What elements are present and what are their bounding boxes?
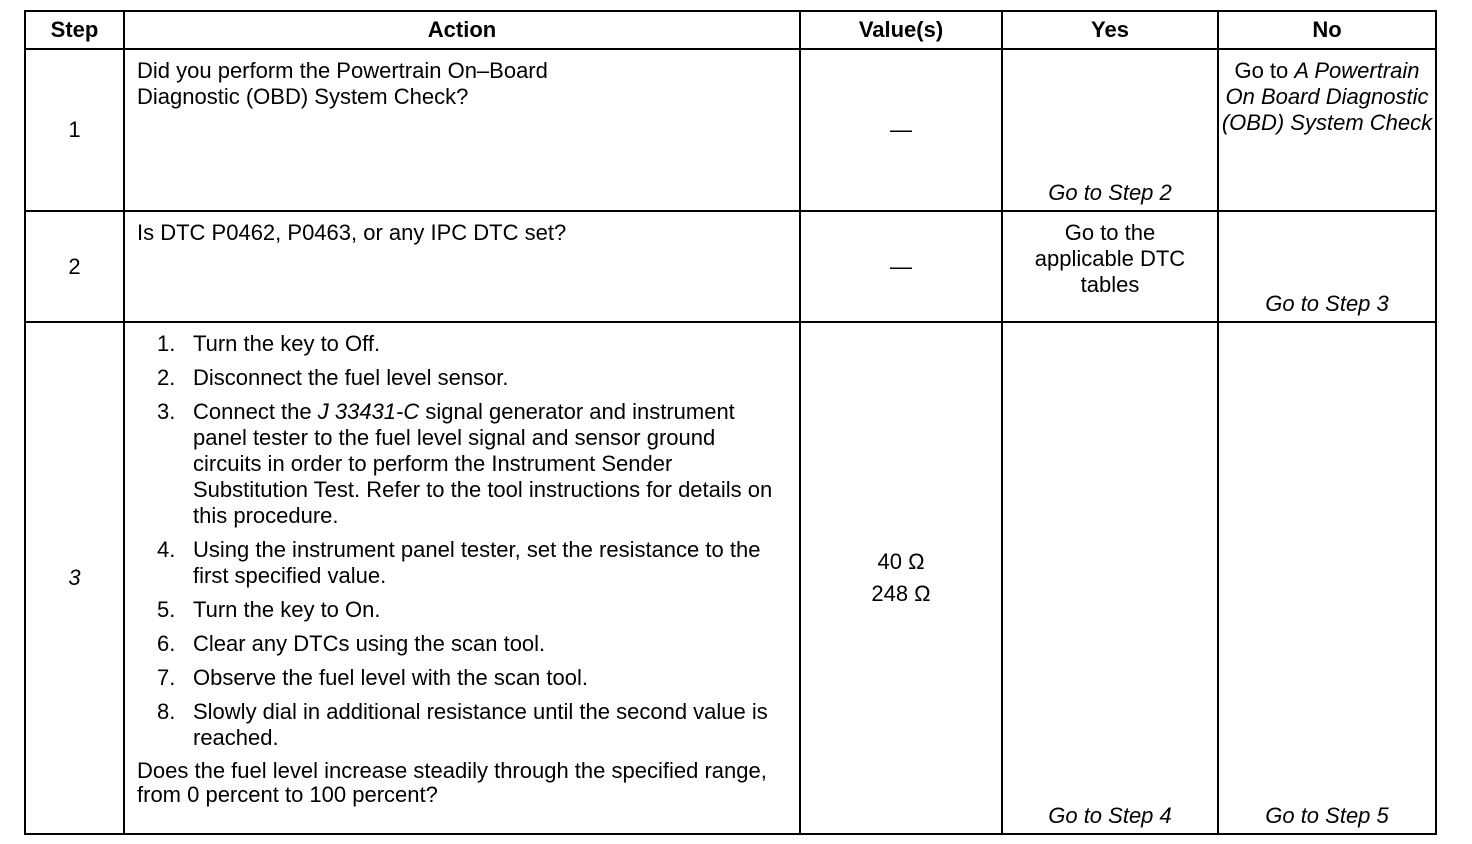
- list-item: 2. Disconnect the fuel level sensor.: [157, 365, 509, 390]
- value-cell: [800, 322, 1002, 834]
- list-item: 6. Clear any DTCs using the scan tool.: [157, 631, 546, 656]
- header-yes: Yes: [1002, 11, 1218, 49]
- action-text: [124, 322, 800, 834]
- list-item: 5. Turn the key to On.: [157, 597, 381, 622]
- tool-name: J 33431-C: [317, 399, 420, 424]
- action-text: Is DTC P0462, P0463, or any IPC DTC set?: [124, 211, 800, 322]
- yes-link[interactable]: Go to Step 4: [1048, 803, 1172, 828]
- value-first: 40 Ω: [877, 549, 925, 574]
- header-row: [25, 11, 1436, 49]
- no-link[interactable]: Go to Step 3: [1265, 291, 1389, 316]
- value-cell: —: [800, 49, 1002, 211]
- step-number: 3: [25, 322, 124, 834]
- action-question: Did you perform the Powertrain On–Board Diagnostic (OBD) System Check?: [137, 58, 548, 109]
- list-item: 4. Using the instrument panel tester, set the resistance to the first specified value.: [157, 537, 761, 588]
- no-cell: [1218, 211, 1436, 322]
- yes-link[interactable]: Go to the applicable DTC tables: [1034, 220, 1186, 297]
- yes-cell: [1002, 322, 1218, 834]
- header-step: Step: [25, 11, 124, 49]
- header-action: Action: [124, 11, 800, 49]
- list-item: 1. Turn the key to Off.: [157, 331, 381, 356]
- action-question: Does the fuel level increase steadily through the specified range, from 0 percent to 100 percent?: [137, 758, 767, 807]
- value-cell: —: [800, 211, 1002, 322]
- value-second: 248 Ω: [871, 581, 931, 606]
- no-cell: [1218, 49, 1436, 211]
- no-prefix: Go to: [1234, 58, 1295, 83]
- step-number: 2: [25, 211, 124, 322]
- table-row: [25, 49, 1436, 211]
- list-item: 8. Slowly dial in additional resistance until the second value is reached.: [157, 699, 768, 750]
- list-item: 7. Observe the fuel level with the scan tool.: [157, 665, 588, 690]
- step-number: 1: [25, 49, 124, 211]
- list-item: 3. Connect the J 33431-C signal generator and instrument panel tester to the fuel level signal and sensor ground circuits in order to perform the Instrument Sender Substitution Test. Refer to the tool instructions for details on this procedure.: [157, 399, 773, 528]
- header-no: No: [1218, 11, 1436, 49]
- diagnostic-table: [24, 10, 1437, 835]
- yes-cell: [1002, 49, 1218, 211]
- no-link[interactable]: Go to Step 5: [1265, 803, 1389, 828]
- yes-link[interactable]: Go to Step 2: [1048, 180, 1172, 205]
- action-text: [124, 49, 800, 211]
- table-row: [25, 211, 1436, 322]
- procedure-list: [137, 331, 789, 751]
- table-row: [25, 322, 1436, 834]
- no-link[interactable]: A Powertrain On Board Diagnostic (OBD) System Check: [1221, 58, 1433, 135]
- no-cell: [1218, 322, 1436, 834]
- header-values: Value(s): [800, 11, 1002, 49]
- yes-cell: [1002, 211, 1218, 322]
